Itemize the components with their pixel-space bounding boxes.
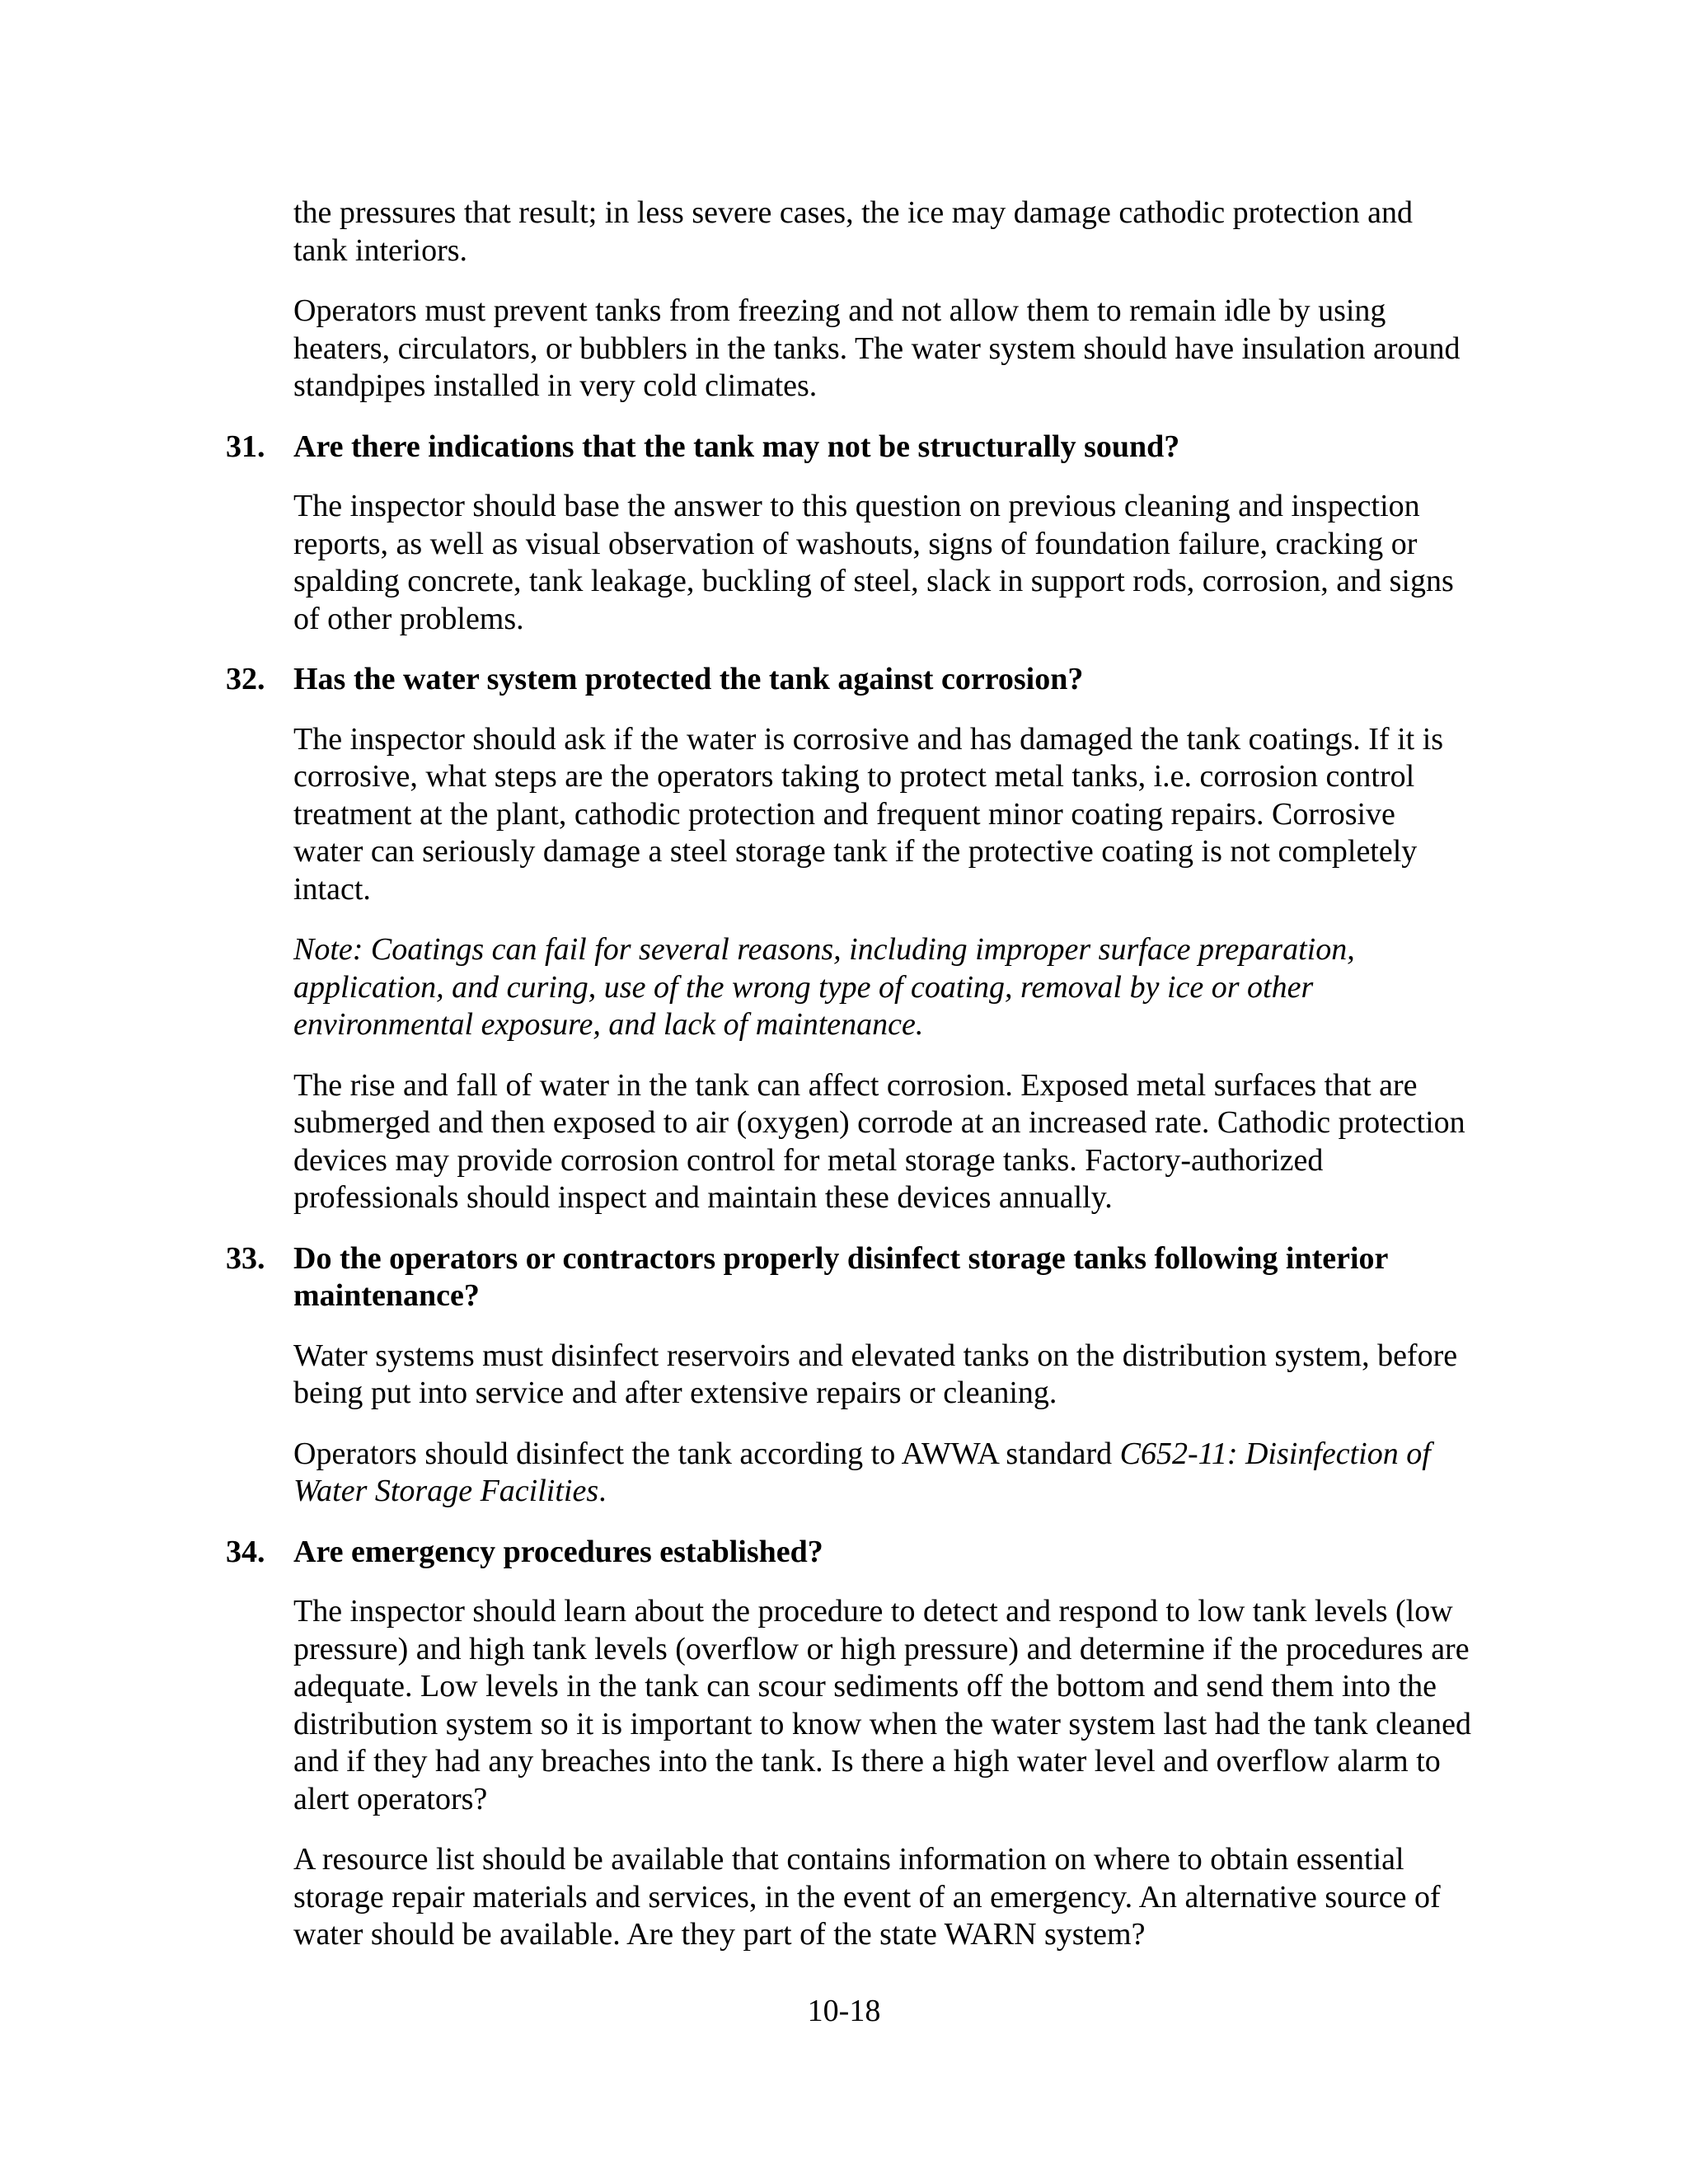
question-33-answer-2-prefix: Operators should disinfect the tank according to AWWA standard <box>293 1436 1120 1471</box>
intro-continuation-paragraph: the pressures that result; in less severe cases, the ice may damage cathodic protection and tank interiors. <box>293 195 1413 268</box>
question-33-answer-2 <box>293 1436 1472 1511</box>
question-31-number: 31. <box>226 429 265 464</box>
question-33-text: Do the operators or contractors properly disinfect storage tanks following interior maintenance? <box>293 1240 1388 1313</box>
question-33-heading <box>226 1240 1472 1315</box>
question-32-text: Has the water system protected the tank against corrosion? <box>293 662 1084 696</box>
intro-operators-paragraph: Operators must prevent tanks from freezing and not allow them to remain idle by using heaters, circulators, or bubblers in the tanks. The water system should have insulation around standpipes installed in very cold climates. <box>293 293 1461 403</box>
question-34-number: 34. <box>226 1534 265 1569</box>
question-33-answer-1: Water systems must disinfect reservoirs and elevated tanks on the distribution system, before being put into service and after extensive repairs or cleaning. <box>293 1338 1458 1410</box>
question-32-heading <box>226 661 1472 699</box>
question-34-text: Are emergency procedures established? <box>293 1534 823 1569</box>
question-33-answer-2-suffix: . <box>598 1474 607 1508</box>
question-34-heading <box>226 1534 1472 1572</box>
page-content <box>226 194 1472 1977</box>
question-34-answer-1: The inspector should learn about the procedure to detect and respond to low tank levels (low pressure) and high tank levels (overflow or high pressure) and determine if the procedures are adequate. Low levels in the tank can scour sediments off the bottom and send them into the distribution system so it is important to know when the water system last had the tank cleaned and if they had any breaches into the tank. Is there a high water level and overflow alarm to alert operators? <box>293 1594 1471 1816</box>
question-32-answer-2: The rise and fall of water in the tank can affect corrosion. Exposed metal surfaces that are submerged and then exposed to air (oxygen) corrode at an increased rate. Cathodic protection devices may provide corrosion control for metal storage tanks. Factory-authorized professionals should inspect and maintain these devices annually. <box>293 1067 1465 1215</box>
question-32-note: Note: Coatings can fail for several reasons, including improper surface preparation, application, and curing, use of the wrong type of coating, removal by ice or other environmental exposure, and lack of maintenance. <box>293 932 1355 1042</box>
question-31-answer: The inspector should base the answer to this question on previous cleaning and inspection reports, as well as visual observation of washouts, signs of foundation failure, cracking or spalding concrete, tank leakage, buckling of steel, slack in support rods, corrosion, and signs of other problems. <box>293 489 1454 636</box>
question-31-text: Are there indications that the tank may not be structurally sound? <box>293 429 1180 464</box>
question-34-answer-2: A resource list should be available that contains information on where to obtain essential storage repair materials and services, in the event of an emergency. An alternative source of water should be available. Are they part of the state WARN system? <box>293 1842 1441 1952</box>
question-32-answer-1: The inspector should ask if the water is corrosive and has damaged the tank coatings. If it is corrosive, what steps are the operators taking to protect metal tanks, i.e. corrosion control treatment at the plant, cathodic protection and frequent minor coating repairs. Corrosive water can seriously damage a steel storage tank if the protective coating is not completely intact. <box>293 721 1444 907</box>
page-number: 10-18 <box>807 1994 881 2028</box>
awwa-standard-title: C652-11: Disinfection of Water Storage Facilities <box>293 1436 1431 1508</box>
question-32-number: 32. <box>226 662 265 696</box>
question-31-heading <box>226 429 1472 466</box>
question-33-number: 33. <box>226 1240 265 1276</box>
